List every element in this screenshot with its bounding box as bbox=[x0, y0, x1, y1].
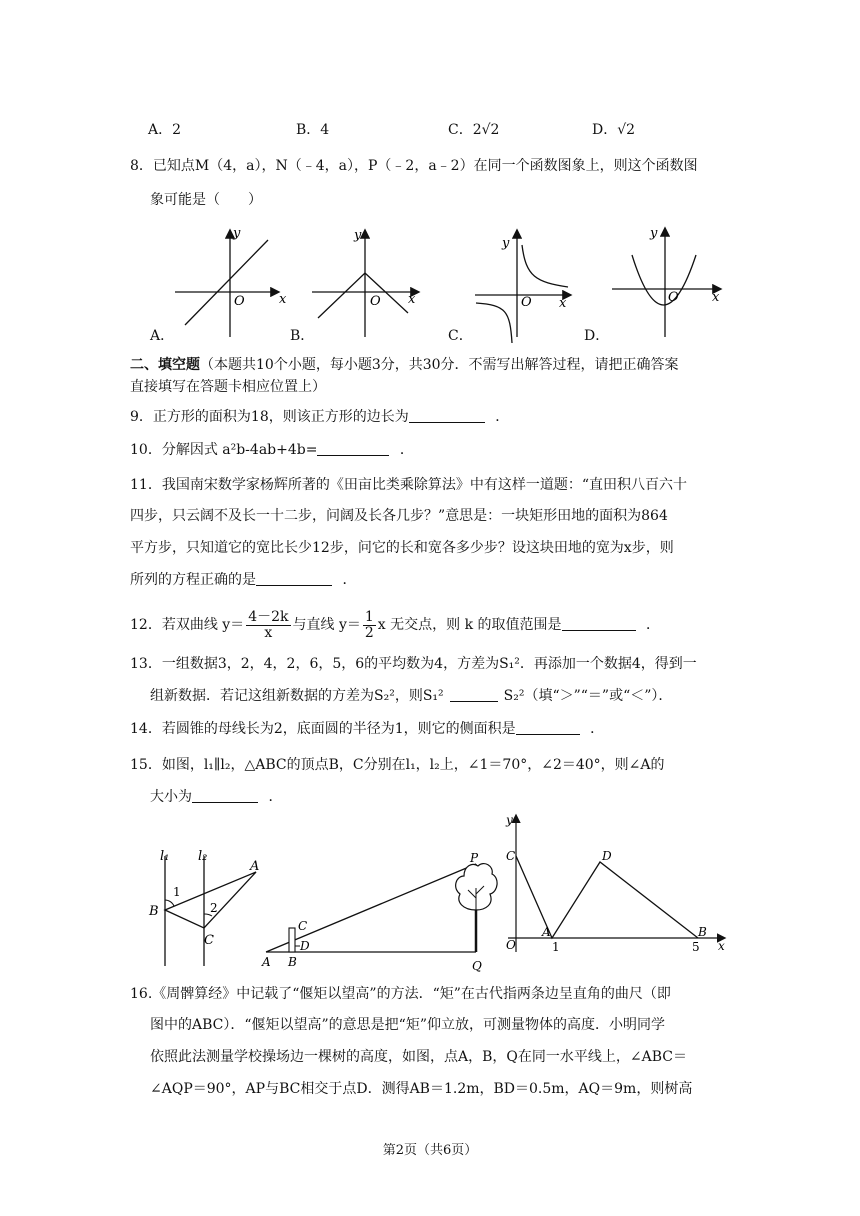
svg-text:1: 1 bbox=[552, 940, 560, 954]
q10-blank[interactable] bbox=[317, 441, 389, 456]
svg-text:A: A bbox=[262, 955, 271, 969]
section2-title: 二、填空题 bbox=[130, 357, 200, 373]
q12-frac1 bbox=[246, 610, 290, 641]
q10 bbox=[130, 440, 414, 460]
q13-blank[interactable] bbox=[450, 687, 498, 702]
q9-text: 9．正方形的面积为18，则该正方形的边长为 bbox=[130, 409, 409, 425]
q16-line4: ∠AQP＝90°，AP与BC相交于点D．测得AB＝1.2m，BD＝0.5m，AQ＝9m，则树高 bbox=[150, 1081, 693, 1097]
figure-coordinate bbox=[502, 812, 732, 957]
option-b: B．4 bbox=[296, 122, 330, 138]
q16-line1: 16.《周髀算经》中记载了“偃矩以望高”的方法．“矩”在古代指两条边呈直角的曲尺（即 bbox=[130, 986, 671, 1002]
q12-frac2-den: 2 bbox=[364, 624, 374, 641]
option-c: C．2√2 bbox=[448, 122, 500, 138]
svg-text:O: O bbox=[506, 938, 516, 952]
q9-blank[interactable] bbox=[409, 408, 485, 423]
q8-graphs bbox=[150, 225, 740, 345]
svg-text:y: y bbox=[506, 813, 513, 827]
q15-line1: 15．如图，l₁∥l₂，△ABC的顶点B，C分别在l₁，l₂上，∠1＝70°，∠2＝40°，则∠A的 bbox=[130, 757, 665, 773]
svg-text:x: x bbox=[712, 290, 720, 305]
q11-line3: 平方步，只知道它的宽比长少12步，问它的长和宽各多少步？设这块田地的宽为x步，则 bbox=[130, 540, 674, 556]
svg-text:l₂: l₂ bbox=[198, 849, 208, 864]
svg-text:O: O bbox=[668, 290, 679, 305]
q12-suffix: x 无交点，则 k 的取值范围是 bbox=[377, 617, 562, 633]
svg-text:O: O bbox=[370, 294, 381, 309]
svg-text:B: B bbox=[698, 925, 707, 939]
svg-text:A: A bbox=[542, 925, 551, 939]
q15-end: ． bbox=[268, 789, 283, 805]
graph-label-d: D． bbox=[584, 328, 610, 344]
q8-line1: 8．已知点M（4，a），N（﹣4，a），P（﹣2，a﹣2）在同一个函数图象上，则这个函数图 bbox=[130, 158, 698, 174]
svg-text:x: x bbox=[718, 939, 725, 953]
q11-line4 bbox=[130, 570, 356, 590]
q15-line2-text: 大小为 bbox=[150, 789, 192, 805]
svg-text:y: y bbox=[233, 226, 241, 241]
figure-q15 bbox=[140, 848, 270, 973]
svg-text:x: x bbox=[559, 296, 567, 311]
q13-line2b: S₂²（填“＞”“＝”或“＜”）． bbox=[503, 688, 673, 704]
svg-text:1: 1 bbox=[173, 885, 181, 899]
q14 bbox=[130, 719, 604, 739]
q14-end: ． bbox=[590, 721, 605, 737]
graph-c bbox=[475, 231, 570, 343]
svg-text:C: C bbox=[506, 849, 516, 863]
q13-line2 bbox=[150, 686, 672, 706]
section2-desc2: 直接填写在答题卡相应位置上） bbox=[130, 379, 326, 395]
svg-text:y: y bbox=[502, 236, 510, 251]
q15-blank[interactable] bbox=[192, 788, 258, 803]
svg-text:l₁: l₁ bbox=[160, 849, 170, 864]
svg-text:5: 5 bbox=[692, 940, 700, 954]
tree-icon bbox=[456, 864, 497, 952]
q9 bbox=[130, 407, 509, 427]
svg-text:y: y bbox=[354, 228, 362, 243]
svg-text:B: B bbox=[149, 904, 159, 919]
page-footer: 第2页（共6页） bbox=[382, 1143, 478, 1158]
svg-text:x: x bbox=[279, 292, 287, 307]
graph-label-b: B． bbox=[290, 328, 315, 344]
q12-blank[interactable] bbox=[562, 616, 636, 631]
graph-label-a: A． bbox=[150, 328, 175, 344]
graph-b bbox=[312, 228, 418, 337]
svg-text:y: y bbox=[650, 226, 658, 241]
graph-a bbox=[175, 226, 287, 337]
graph-label-c: C． bbox=[448, 328, 473, 344]
option-a: A．2 bbox=[148, 122, 182, 138]
svg-text:Q: Q bbox=[472, 959, 482, 973]
svg-text:A: A bbox=[250, 859, 260, 874]
q12-frac1-num: 4－2k bbox=[248, 608, 289, 625]
q14-text: 14．若圆锥的母线长为2，底面圆的半径为1，则它的侧面积是 bbox=[130, 721, 516, 737]
q11-end: ． bbox=[342, 572, 357, 588]
q12-mid: 与直线 y＝ bbox=[292, 617, 361, 633]
q11-line1: 11．我国南宋数学家杨辉所著的《田亩比类乘除算法》中有这样一道题：“直田积八百六十 bbox=[130, 477, 687, 493]
q13-line1: 13．一组数据3，2，4，2，6，5，6的平均数为4，方差为S₁²．再添加一个数据4，得到一 bbox=[130, 656, 697, 672]
q10-text: 10．分解因式 a²b-4ab+4b= bbox=[130, 442, 318, 458]
q13-line2a: 组新数据．若记这组新数据的方差为S₂²，则S₁² bbox=[150, 688, 444, 704]
q9-end: ． bbox=[495, 409, 510, 425]
svg-text:x: x bbox=[408, 292, 416, 307]
graph-d bbox=[612, 226, 720, 337]
svg-text:C: C bbox=[204, 933, 214, 948]
figure-q16 bbox=[258, 848, 498, 973]
q14-blank[interactable] bbox=[516, 720, 580, 735]
svg-text:O: O bbox=[521, 295, 532, 310]
svg-text:B: B bbox=[288, 955, 297, 969]
option-d: D．√2 bbox=[592, 122, 636, 138]
q12-end: ． bbox=[645, 617, 660, 633]
svg-text:O: O bbox=[234, 294, 245, 309]
section2-desc1: （本题共10个小题，每小题3分，共30分．不需写出解答过程，请把正确答案 bbox=[200, 357, 679, 373]
svg-text:D: D bbox=[602, 849, 612, 863]
svg-text:C: C bbox=[298, 919, 308, 933]
svg-text:2: 2 bbox=[210, 901, 218, 915]
q11-line4-text: 所列的方程正确的是 bbox=[130, 572, 256, 588]
q12-frac2-num: 1 bbox=[364, 608, 374, 625]
q12-frac1-den: x bbox=[264, 624, 273, 641]
q10-end: ． bbox=[399, 442, 414, 458]
q12-prefix: 12．若双曲线 y＝ bbox=[130, 617, 245, 633]
q16-line3: 依照此法测量学校操场边一棵树的高度，如图，点A，B，Q在同一水平线上，∠ABC＝ bbox=[150, 1049, 687, 1065]
q8-line2: 象可能是（ ） bbox=[150, 192, 262, 208]
q11-blank[interactable] bbox=[256, 571, 332, 586]
q11-line2: 四步，只云阔不及长一十二步，问阔及长各几步？”意思是：一块矩形田地的面积为864 bbox=[130, 508, 668, 524]
svg-text:D: D bbox=[300, 939, 310, 953]
q16-line2: 图中的ABC）．“偃矩以望高”的意思是把“矩”仰立放，可测量物体的高度．小明同学 bbox=[150, 1017, 665, 1033]
svg-text:P: P bbox=[470, 851, 479, 865]
section2-header bbox=[130, 355, 679, 375]
q15-line2 bbox=[150, 787, 282, 807]
q12 bbox=[130, 608, 660, 642]
q12-frac2 bbox=[363, 610, 376, 641]
